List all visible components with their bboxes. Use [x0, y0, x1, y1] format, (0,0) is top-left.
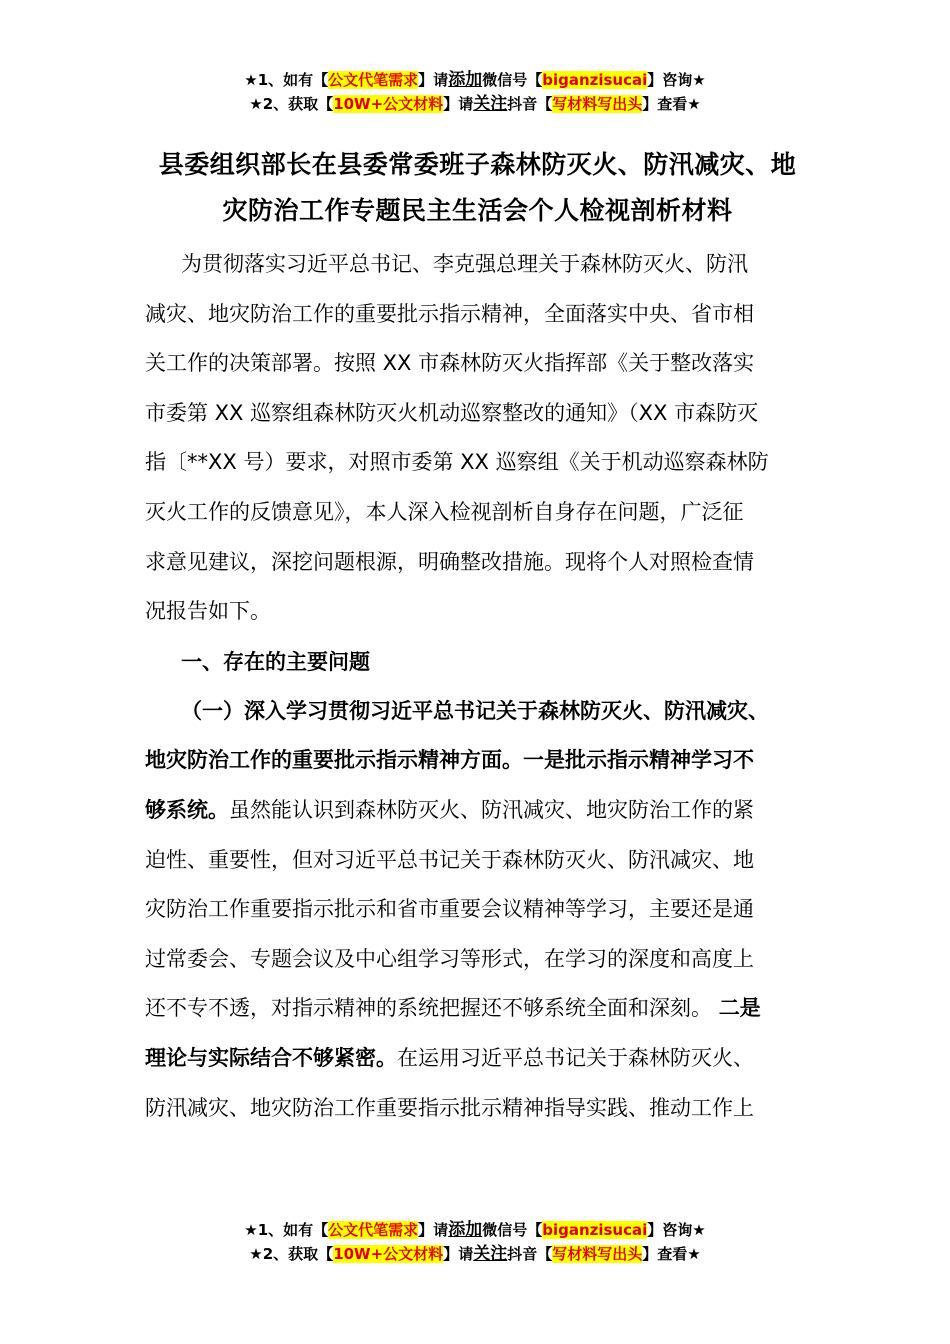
header-banner — [0, 68, 950, 116]
document-title: 县委组织部长在县委常委班子森林防灭火、防汛减灾、地 灾防治工作专题民主生活会个人检视剖析材料 — [158, 150, 797, 225]
footer-line-1: ★1、如有【公文代笔需求】请添加微信号【biganzisucai】咨询★ — [244, 1220, 706, 1240]
document-body — [145, 142, 810, 1133]
footer-line-2: ★2、获取【10W+公文材料】请关注抖音【写材料写出头】查看★ — [249, 1244, 701, 1264]
banner-line-2: ★2、获取【10W+公文材料】请关注抖音【写材料写出头】查看★ — [249, 94, 701, 114]
intro-paragraph: 为贯彻落实习近平总书记、李克强总理关于森林防灭火、防汛 减灾、地灾防治工作的重要批示指示精神，全面落实中央、省市相 关工作的决策部署。按照 XX 市森林防灭火指挥部《关于整改落实 市委第 XX 巡察组森林防灭火机动巡察整改的通知》（XX 市森防灭 指〔**XX 号）要求，对照市委第 XX 巡察组《关于机动巡察森林防 灭火工作的反馈意见》，本人深入检视剖析自身存在问题，广泛征 求意见建议，深挖问题根源，明确整改措施。现将个人对照检查情 况报告如下。 — [145, 252, 769, 624]
banner-line-1: ★1、如有【公文代笔需求】请添加微信号【biganzisucai】咨询★ — [244, 70, 706, 90]
footer-banner — [0, 1218, 950, 1266]
section-heading: 一、存在的主要问题 — [181, 649, 370, 674]
subsection-paragraph: （一）深入学习贯彻习近平总书记关于森林防灭火、防汛减灾、 地灾防治工作的重要批示指示精神方面。一是批示指示精神学习不 够系统。虽然能认识到森林防灭火、防汛减灾、地灾防治工作的紧 迫性、重要性，但对习近平总书记关于森林防灭火、防汛减灾、地 灾防治工作重要指示批示和省市重要会议精神等学习，主要还是通 过常委会、专题会议及中心组学习等形式，在学习的深度和高度上 还不专不透，对指示精神的系统把握还不够系统全面和深刻。 二是 理论与实际结合不够紧密。在运用习近平总书记关于森林防灭火、 防汛减灾、地灾防治工作重要指示批示精神指导实践、推动工作上 — [145, 698, 769, 1120]
